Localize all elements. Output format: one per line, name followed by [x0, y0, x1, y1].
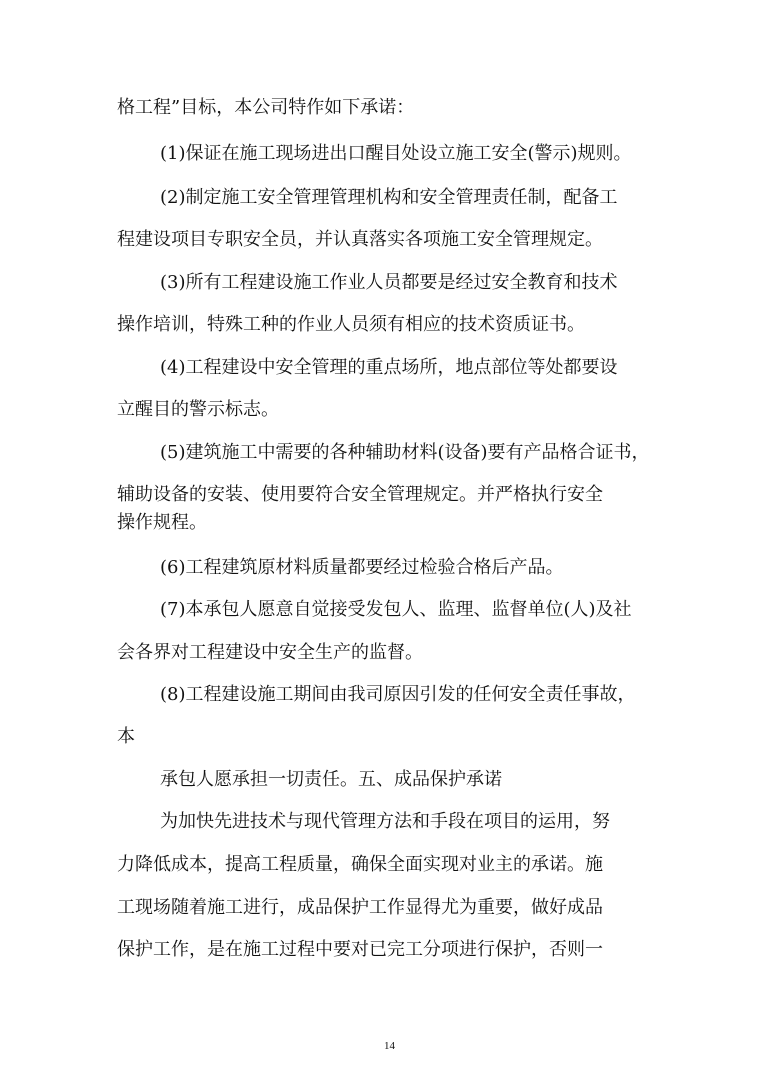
- text-line: 操作培训，特殊工种的作业人员须有相应的技术资质证书。: [117, 314, 585, 335]
- text-line: (2)制定施工安全管理管理机构和安全管理责任制，配备工: [160, 187, 618, 208]
- text-line: (6)工程建筑原材料质量都要经过检验合格后产品。: [160, 557, 564, 578]
- page-number: 14: [384, 1040, 395, 1052]
- text-line: (5)建筑施工中需要的各种辅助材料(设备)要有产品格合证书，: [160, 442, 650, 463]
- text-line: 本: [117, 726, 135, 747]
- text-line: (3)所有工程建设施工作业人员都要是经过安全教育和技术: [160, 272, 618, 293]
- text-line: 保护工作，是在施工过程中要对已完工分项进行保护，否则一: [117, 939, 603, 960]
- text-line: 工现场随着施工进行，成品保护工作显得尤为重要，做好成品: [117, 897, 603, 918]
- text-line: (8)工程建设施工期间由我司原因引发的任何安全责任事故，: [160, 684, 636, 705]
- text-line: (4)工程建设中安全管理的重点场所，地点部位等处都要设: [160, 357, 618, 378]
- text-line: 操作规程。: [117, 512, 207, 533]
- text-line: 承包人愿承担一切责任。五、成品保护承诺: [160, 769, 502, 790]
- text-line: 辅助设备的安装、使用要符合安全管理规定。并严格执行安全: [117, 484, 603, 505]
- text-line: 为加快先进技术与现代管理方法和手段在项目的运用，努: [160, 811, 610, 832]
- text-line: 格工程”目标，本公司特作如下承诺：: [117, 97, 415, 118]
- text-line: (7)本承包人愿意自觉接受发包人、监理、监督单位(人)及社: [160, 599, 632, 620]
- text-line: (1)保证在施工现场进出口醒目处设立施工安全(警示)规则。: [160, 143, 632, 164]
- text-line: 力降低成本，提高工程质量，确保全面实现对业主的承诺。施: [117, 854, 603, 875]
- text-line: 程建设项目专职安全员，并认真落实各项施工安全管理规定。: [117, 229, 603, 250]
- text-line: 会各界对工程建设中安全生产的监督。: [117, 642, 423, 663]
- text-line: 立醒目的警示标志。: [117, 399, 279, 420]
